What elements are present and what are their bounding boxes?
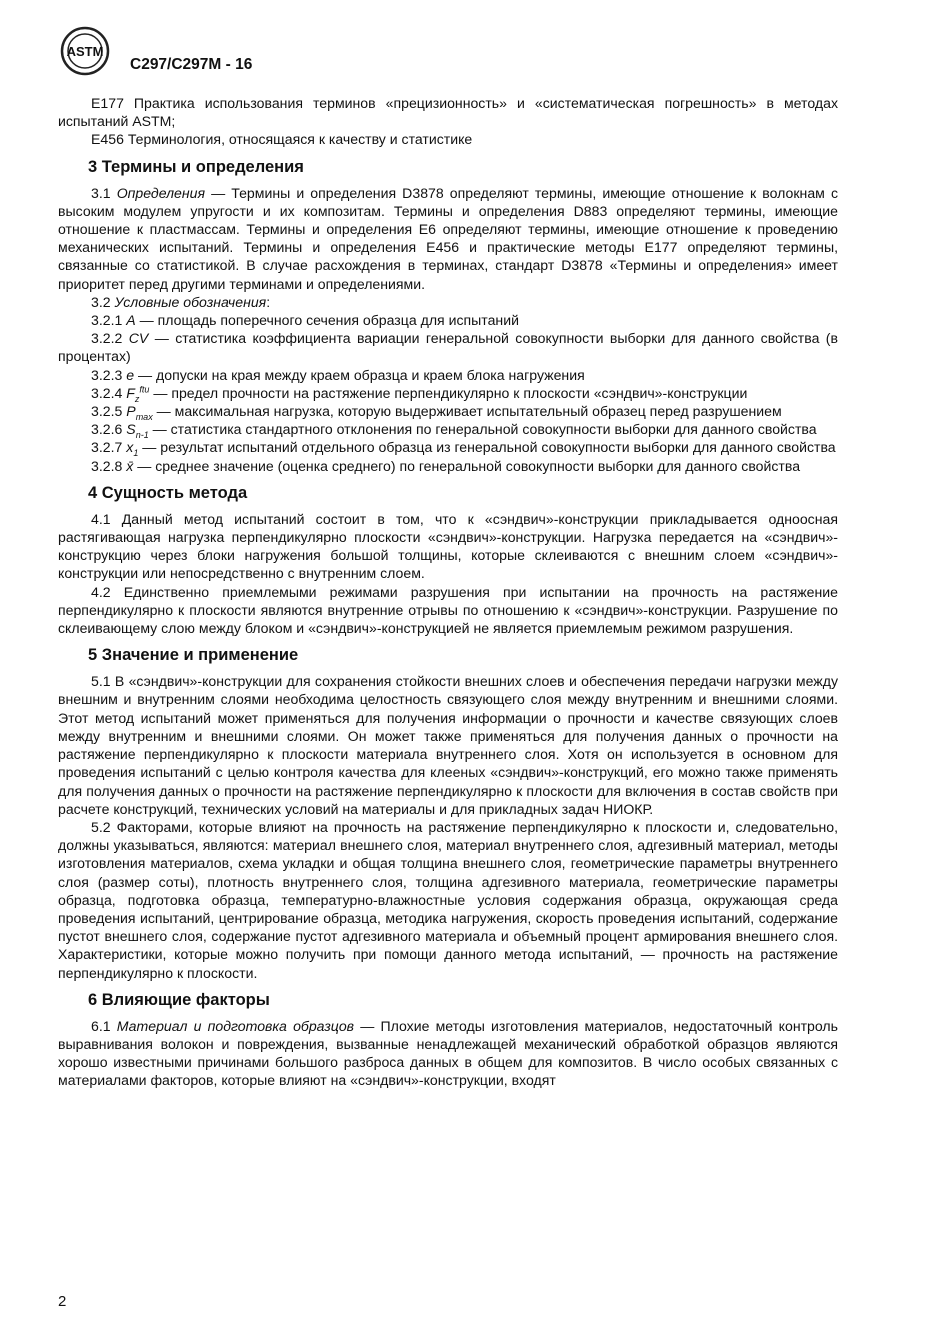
standard-code: C297/C297M - 16 bbox=[130, 56, 253, 73]
ref-e177: E177 Практика использования терминов «прецизионность» и «систематическая погрешность» в методах испытаний ASTM; bbox=[58, 95, 838, 130]
paragraph-5-1: 5.1 В «сэндвич»-конструкции для сохранения стойкости внешних слоев и обеспечения передачи нагрузки между внешним и внутренним слоями необходима целостность связующего слоя между внутренним и внешними слоями. Этот метод испытаний может применяться для получения информации о прочности и качестве связующих слоев между внутренним и внешними слоями. Он может также применяться для получения данных о прочности на растяжение перпендикулярно к плоскости материала внутреннего слоя. Хотя он используется в основном для проведения испытаний с целью контроля качества для клееных «сэндвич»-конструкций, его можно также применять для получения данных о прочности на растяжение перпендикулярно к плоскости для включения в состав свойств при расчете конструкций, технических условий на материалы и для прикладных задач НИОКР. bbox=[58, 673, 838, 817]
page-number: 2 bbox=[58, 1293, 67, 1310]
section-4-heading: 4 Сущность метода bbox=[88, 483, 248, 502]
svg-text:ASTM: ASTM bbox=[66, 44, 104, 59]
symbol-3-2-4: 3.2.4 $F_z^{ftu}$ — предел прочности на растяжение перпендикулярно к плоскости «сэндвич»-конструкции bbox=[91, 384, 748, 404]
paragraph-6-1: 6.1 Материал и подготовка образцов — Плохие методы изготовления материалов, недостаточный контроль выравнивания волокон и повреждения, вызванные ненадлежащей механический обработкой образцов являются хорошо известными причинами большого разброса данных в общем для композитов. В число особых связанных с материалами факторов, которые влияют на «сэндвич»-конструкции, входят bbox=[58, 1017, 838, 1089]
section-5-heading: 5 Значение и применение bbox=[88, 646, 299, 665]
section-3-heading: 3 Термины и определения bbox=[88, 157, 304, 176]
paragraph-4-2: 4.2 Единственно приемлемыми режимами разрушения при испытании на прочность на растяжение перпендикулярно к плоскости являются внутренние отрывы по отношению к «сэндвич»-конструкции. Разрушение по склеивающему слою между блоком и «сэндвич»-конструкцией не является приемлемым режимом разрушения. bbox=[58, 583, 838, 637]
paragraph-3-1: 3.1 Определения — Термины и определения D3878 определяют термины, имеющие отношение к волокнам с высоким модулем упругости и их композитам. Термины и определения D883 определяют термины, имеющие отношение к пластмассам. Термины и определения E6 определяют термины, имеющие отношение к проведению механических испытаний. Термины и определения E456 и практические методы E177 определяют термины, связанные со статистикой. В случае расхождения в терминах, стандарт D3878 «Термины и определения» имеет приоритет перед другими терминами и определениями. bbox=[58, 184, 838, 292]
paragraph-5-2: 5.2 Факторами, которые влияют на прочность на растяжение перпендикулярно к плоскости и, следовательно, должны указываться, являются: материал внешнего слоя, материал внутреннего слоя, адгезивный материал, методы изготовления материалов, схема укладки и общая толщина внешнего слоя, геометрические параметры внутреннего слоя (размер соты), плотность внутреннего слоя, толщина адгезивного материала, геометрические параметры образца, подготовка образца, температурно-влажностные условия содержания образца, окружающая среда проведения испытаний, центрирование образца, методика нагружения, скорость проведения испытаний, содержание пустот внешнего слоя, содержание пустот адгезивного материала и объемный процент армирования внешнего слоя. Характеристики, которые можно получить при помощи данного метода испытаний, — прочность на растяжение перпендикулярно к плоскости. bbox=[58, 818, 838, 981]
page-header bbox=[60, 26, 460, 76]
ref-e456: E456 Терминология, относящаяся к качеству и статистике bbox=[91, 131, 473, 148]
paragraph-3-2: 3.2 Условные обозначения: bbox=[91, 293, 271, 310]
symbol-3-2-1: 3.2.1 A — площадь поперечного сечения образца для испытаний bbox=[91, 312, 519, 329]
symbol-3-2-2: 3.2.2 CV — статистика коэффициента вариации генеральной совокупности выборки для данного свойства (в процентах) bbox=[58, 330, 838, 365]
astm-logo-icon bbox=[60, 26, 110, 76]
symbol-3-2-5: 3.2.5 $P_{max}$ — максимальная нагрузка, которую выдерживает испытательный образец перед разрушением bbox=[91, 403, 782, 422]
symbol-3-2-8: 3.2.8 x̄ — среднее значение (оценка среднего) по генеральной совокупности выборки для данного свойства bbox=[91, 457, 801, 474]
paragraph-4-1: 4.1 Данный метод испытаний состоит в том, что к «сэндвич»-конструкции прикладывается одноосная растягивающая нагрузка перпендикулярно плоскости «сэндвич»-конструкции. Нагрузка передается на «сэндвич»-конструкцию через блоки нагружения большой толщины, которые склеиваются с внешним слоем «сэндвич»-конструкции или непосредственно с внутренним слоем. bbox=[58, 510, 838, 582]
document-body bbox=[58, 94, 838, 1090]
symbol-3-2-6: 3.2.6 $S_{n-1}$ — статистика стандартного отклонения по генеральной совокупности выборки для данного свойства bbox=[91, 421, 817, 441]
symbol-3-2-7: 3.2.7 $x_1$ — результат испытаний отдельного образца из генеральной совокупности выборки для данного свойства bbox=[91, 439, 836, 459]
symbol-3-2-3: 3.2.3 e — допуски на края между краем образца и краем блока нагружения bbox=[91, 366, 585, 383]
section-6-heading: 6 Влияющие факторы bbox=[88, 990, 270, 1009]
